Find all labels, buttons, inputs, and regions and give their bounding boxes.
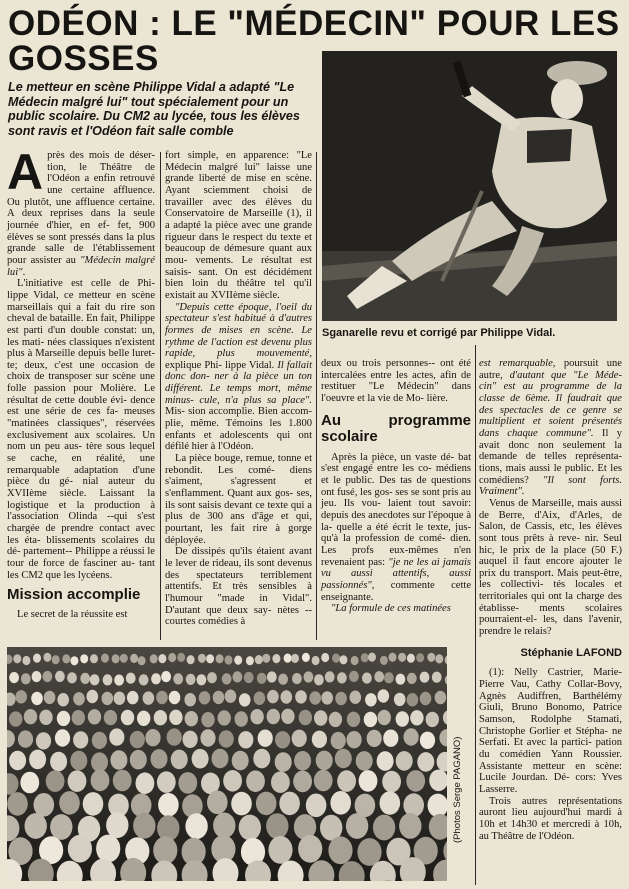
audience-face xyxy=(34,793,55,817)
audience-face xyxy=(256,792,277,816)
audience-face xyxy=(213,813,235,839)
audience-face xyxy=(43,653,51,662)
audience-face xyxy=(384,672,394,683)
audience-face xyxy=(373,815,395,841)
audience-face xyxy=(367,730,382,747)
audience-face xyxy=(314,674,324,685)
audience-face xyxy=(7,792,28,816)
audience-face xyxy=(380,791,401,815)
audience-face xyxy=(24,709,37,724)
text-run: Mis- sion accomplie. Bien accom- plie, même. Témoins les 1.800 enfants et adolescents qui ont défilé hier à l'Odéon. xyxy=(165,406,312,453)
audience-face xyxy=(167,728,182,745)
audience-face xyxy=(158,654,166,663)
audience-face xyxy=(432,672,442,683)
audience-face xyxy=(254,692,266,705)
audience-face xyxy=(199,691,211,704)
body-paragraph xyxy=(321,452,471,604)
audience-face xyxy=(184,693,196,706)
audience-face xyxy=(153,836,177,864)
text-run: . xyxy=(22,266,26,278)
audience-face xyxy=(340,655,348,664)
audience-face xyxy=(407,654,415,663)
audience-face xyxy=(57,711,70,726)
audience-face xyxy=(104,710,117,725)
audience-face xyxy=(15,690,27,703)
audience-face xyxy=(347,712,360,727)
author-signature: Stéphanie LAFOND xyxy=(520,646,622,659)
text-run: explique Phi- lippe Vidal. xyxy=(165,359,278,371)
audience-face xyxy=(70,656,78,665)
audience-face xyxy=(346,813,368,839)
audience-face xyxy=(225,690,237,703)
audience-face xyxy=(255,655,263,664)
footnote: (1): Nelly Castrier, Marie- Pierre Vau, Cathy Collar-Bovy, Agnès Audiffren, Barthélémy Giuli, Bruno Bonomo, Patrice Samson, Rodolphe Stamati, Christophe Gorlier et Stépha- ne Serfati. Et avec la partici- pation du comédien Yann Roussier. Assistante metteur en scène: Lucile Jourdan. Dé- cors: Yves Lasserre. xyxy=(479,667,622,795)
audience-face xyxy=(130,654,138,663)
audience-face xyxy=(136,772,155,794)
audience-face xyxy=(212,749,229,769)
article-column-2 xyxy=(165,150,312,628)
audience-face xyxy=(337,770,356,792)
article-column-3 xyxy=(321,358,471,615)
quote: "Il sont forts. Vraiment". xyxy=(479,474,622,498)
audience-face xyxy=(309,691,321,704)
audience-face xyxy=(225,655,233,664)
audience-face xyxy=(298,835,322,863)
audience-face xyxy=(357,838,381,866)
audience-face xyxy=(396,711,409,726)
audience-face xyxy=(157,771,176,793)
audience-face xyxy=(223,770,242,792)
audience-face xyxy=(368,653,376,662)
body-paragraph: Trois autres représentations auront lieu aujourd'hui mardi à 10h et 14h30 et mercredi à 10h, au Théâtre de l'Odéon. xyxy=(479,795,622,842)
audience-face xyxy=(337,672,347,683)
audience-face xyxy=(29,750,46,770)
audience-face xyxy=(151,673,161,684)
audience-face xyxy=(314,770,333,792)
audience-face xyxy=(420,732,435,749)
audience-face xyxy=(349,671,359,682)
body-paragraph: fort simple, en apparence: "Le Médecin malgré lui" laisse une grande liberté de mise en scène. Ayant sciemment choisi de travailler avec des élèves du Conservatoire de Marseille (1), il a adapté la pièce avec une grande rigueur dans le respect du texte et beaucoup de démesure quant aux mou- vements. Le résultat est saisis- sant. On est décidément bien loin du théâtre tel qu'il existait au XVIIème siècle. xyxy=(165,150,312,301)
audience-face xyxy=(377,751,394,771)
audience-face xyxy=(267,690,279,703)
photo-credit: (Photos Serge PAGANO) xyxy=(452,736,463,843)
audience-face xyxy=(351,656,359,665)
audience-face xyxy=(9,751,26,771)
audience-face xyxy=(50,814,72,840)
subhead-mission: Mission accomplie xyxy=(7,586,141,604)
audience-face xyxy=(43,671,53,682)
quote: "Depuis cette époque, l'oeil du spectateur s'est habitué à d'autres formes de mises en scène. Le rythme de l'action est devenu plus rapide, plus mouvementé, xyxy=(165,301,312,360)
audience-face xyxy=(90,674,100,685)
article-column-4 xyxy=(479,358,622,842)
audience-face xyxy=(114,692,126,705)
body-paragraph xyxy=(165,302,312,454)
audience-face xyxy=(101,654,109,663)
audience-face xyxy=(359,770,378,792)
audience-face xyxy=(112,654,120,663)
audience-face xyxy=(403,793,424,817)
audience-face xyxy=(50,752,67,772)
audience-face xyxy=(33,654,41,663)
text-run: près des mois de déser- tion, le Théâtre de l'Odéon a enfin retrouvé une certaine affluence. Ou plutôt, une affluence certaine. A deux reprises dans la seule journée d'hier, en ef- fet, 900 élèves se sont pressés dans la plus grande salle de l'établissement pour assister au xyxy=(7,150,155,266)
audience-face xyxy=(55,671,65,682)
audience-face xyxy=(335,749,352,769)
audience-face xyxy=(250,709,263,724)
audience-face xyxy=(356,751,373,771)
audience-face xyxy=(55,729,70,746)
audience-face xyxy=(88,709,101,724)
audience-face xyxy=(207,791,228,815)
audience-face xyxy=(278,674,288,685)
audience-face xyxy=(279,792,300,816)
audience-face xyxy=(80,654,88,663)
audience-face xyxy=(198,654,206,663)
standfirst: Le metteur en scène Philippe Vidal a adapté "Le Médecin malgré lui" tout spécialement pour un public scolaire. Du CM2 au lycée, tous les élèves sont ravis et l'Odéon fait salle comble xyxy=(8,80,300,138)
audience-face xyxy=(127,691,139,704)
audience-face xyxy=(18,730,33,747)
audience-face xyxy=(420,692,432,705)
body-paragraph: De dissipés qu'ils étaient avant le lever de rideau, ils sont devenus des spectateurs terriblement attentifs. Et très sensibles à l'humour "made in Vidal". D'autant que deux say- nètes --courtes comédies à xyxy=(165,546,312,628)
audience-face xyxy=(22,656,30,665)
audience-face xyxy=(158,793,179,817)
audience-face xyxy=(154,710,167,725)
audience-face xyxy=(103,674,113,685)
audience-face xyxy=(168,653,176,662)
audience-face xyxy=(246,656,254,665)
audience-face xyxy=(382,771,401,793)
audience-face xyxy=(281,690,293,703)
audience-face xyxy=(267,671,277,682)
audience-face xyxy=(410,710,423,725)
body-paragraph: Le secret de la réussite est xyxy=(17,609,128,621)
audience-face xyxy=(200,729,215,746)
audience-face xyxy=(110,750,127,770)
audience-face xyxy=(96,835,120,863)
audience-face xyxy=(321,691,333,704)
text-run: poursuit une autre, xyxy=(479,358,622,381)
audience-face xyxy=(62,654,70,663)
audience-face xyxy=(281,709,294,724)
text-run: commente cette enseignante. xyxy=(321,579,471,603)
audience-face xyxy=(331,732,346,749)
audience-face xyxy=(291,654,299,663)
audience-face xyxy=(72,710,85,725)
text-run: Il y avait donc non seulement la demande de telles représenta- tions, mais aussi le public. Et les comédiens? xyxy=(479,427,622,486)
audience-face xyxy=(365,693,377,706)
audience-face xyxy=(106,812,128,838)
column-rule xyxy=(160,152,161,640)
audience-face xyxy=(25,813,47,839)
audience-face xyxy=(380,656,388,665)
audience-face xyxy=(312,656,320,665)
audience-face xyxy=(143,691,155,704)
stage-photo xyxy=(322,51,617,321)
audience-face xyxy=(9,711,22,726)
audience-face xyxy=(266,813,288,839)
audience-face xyxy=(145,729,160,746)
audience-face xyxy=(57,693,69,706)
audience-face xyxy=(364,712,377,727)
audience-face xyxy=(161,671,171,682)
audience-face xyxy=(21,673,31,684)
audience-face xyxy=(253,749,270,769)
audience-face xyxy=(362,673,372,684)
column-rule xyxy=(316,152,317,640)
audience-face xyxy=(407,693,419,706)
audience-face xyxy=(399,813,421,839)
audience-face xyxy=(177,653,185,662)
audience-face xyxy=(426,712,439,727)
audience-face xyxy=(350,691,362,704)
audience-face xyxy=(133,813,155,839)
audience-face xyxy=(178,772,197,794)
audience-face xyxy=(130,750,147,770)
audience-face xyxy=(73,731,88,748)
audience-face xyxy=(378,710,391,725)
audience-face xyxy=(121,710,134,725)
audience-face xyxy=(92,732,107,749)
text-run: Après la pièce, un vaste dé- bat s'est engagé entre les co- médiens et le public. Des tas de questions ont fusé, les gos- ses se sont pris au jeu. Ils vou- laient tout savoir: depuis des anecdotes sur l'époque à la- quelle a été écrit le texte, jus- qu'à la profession de comé- dien. Les profs eux-mêmes n'en revenaient pas: xyxy=(321,451,471,568)
stage-photo-image xyxy=(322,51,617,321)
audience-face xyxy=(201,712,214,727)
audience-face xyxy=(80,673,90,684)
audience-face xyxy=(9,672,19,683)
audience-face xyxy=(316,751,333,771)
audience-face xyxy=(102,692,114,705)
audience-face xyxy=(20,772,39,794)
audience-face xyxy=(91,770,110,792)
audience-face xyxy=(396,751,413,771)
audience-face xyxy=(70,751,87,771)
audience-face xyxy=(39,710,52,725)
audience-face xyxy=(231,792,252,816)
audience-face xyxy=(90,654,98,663)
audience-face xyxy=(68,770,87,792)
audience-face xyxy=(295,690,307,703)
audience-face xyxy=(139,674,149,685)
audience-face xyxy=(218,710,231,725)
audience-face xyxy=(120,654,128,663)
body-paragraph xyxy=(479,358,622,498)
audience-face xyxy=(114,675,124,686)
audience-face xyxy=(417,752,434,772)
audience-face xyxy=(262,654,270,663)
audience-face xyxy=(420,672,430,683)
audience-face xyxy=(126,673,136,684)
quote: est remarquable, xyxy=(479,358,556,369)
audience-face xyxy=(187,655,195,664)
audience-face xyxy=(46,770,65,792)
audience-face xyxy=(185,711,198,726)
audience-face xyxy=(435,691,447,704)
audience-face xyxy=(404,728,419,745)
audience-face xyxy=(275,731,290,748)
audience-face xyxy=(275,752,292,772)
audience-face xyxy=(36,732,51,749)
audience-face xyxy=(347,731,362,748)
body-paragraph: deux ou trois personnes-- ont été intercalées entre les actes, afin de restituer "Le Médecin" dans l'oeuvre et la vie de Mo- lière. xyxy=(321,358,471,404)
audience-face xyxy=(233,671,243,682)
audience-face xyxy=(113,770,132,792)
audience-face xyxy=(183,731,198,748)
audience-face xyxy=(169,710,182,725)
audience-face xyxy=(294,751,311,771)
audience-face xyxy=(312,731,327,748)
audience-face xyxy=(207,672,217,683)
audience-face xyxy=(192,749,209,769)
subhead-programme: Au programme scolaire xyxy=(321,411,471,445)
quote: "La formule de ces matinées xyxy=(331,603,451,615)
audience-face xyxy=(328,836,352,864)
audience-face xyxy=(219,730,234,747)
audience-face xyxy=(407,673,417,684)
audience-face xyxy=(306,794,327,818)
audience-face xyxy=(150,654,158,663)
audience-face xyxy=(292,673,302,684)
audience-face xyxy=(68,835,92,863)
quote: Il fallait donc don- ner à la pièce un ton différent. Le temps mort, même minus- cule, n'a plus sa place". xyxy=(165,359,312,406)
audience-face xyxy=(87,690,99,703)
audience-face xyxy=(435,654,443,663)
audience-face xyxy=(361,653,369,662)
quote: d'autant que "Le Méde- cin" est au programme de la classe de 6ème. Il faudrait que des spectacles de ce genre se multiplient et soient présentés dans chaque commune". xyxy=(479,369,623,439)
audience-face xyxy=(234,656,242,665)
audience-face xyxy=(258,730,273,747)
audience-face xyxy=(272,654,280,663)
audience-face xyxy=(271,771,290,793)
audience-face xyxy=(130,731,145,748)
audience-face xyxy=(383,730,398,747)
audience-face xyxy=(185,813,207,839)
play-title: "Médecin malgré lui" xyxy=(7,254,155,278)
audience-face xyxy=(257,673,267,684)
audience-face xyxy=(398,653,406,662)
audience-face xyxy=(239,815,261,841)
audience-face xyxy=(292,730,307,747)
audience-face xyxy=(244,672,254,683)
audience-face xyxy=(239,693,251,706)
audience-face xyxy=(91,752,108,772)
article-column-1 xyxy=(7,144,155,621)
body-paragraph: Venus de Marseille, mais aussi de Berre, d'Aix, d'Arles, de Salon, de Cassis, etc, les élèves sont tous prêts à reve- nir. Seul hic, le prix de la place (50 F.) auquel il faut encore ajouter le prix du transport. Mais peut-être, les collectivi- tés locales et territoriales qui ont la charge des établisse- ments scolaires pourraient-el- les, dans l'avenir, prendre le relais? xyxy=(479,497,622,638)
audience-photo-image xyxy=(7,647,447,881)
body-paragraph: La pièce bouge, remue, tonne et rebondit. Les comé- diens s'aiment, s'agressent et s'enflamment. Quant aux gos- ses, ils sont saisis devant ce texte qui a plus de 300 ans d'âge et qui, pourtant, les fait rire à gorge déployée. xyxy=(165,453,312,546)
audience-face xyxy=(216,654,224,663)
audience-face xyxy=(73,692,85,705)
quote: "je ne les ai jamais vu aussi attentifs, aussi passionnés", xyxy=(321,556,472,591)
audience-face xyxy=(151,749,168,769)
audience-face xyxy=(330,791,351,815)
column-rule xyxy=(475,345,476,885)
body-paragraph xyxy=(321,603,471,615)
audience-face xyxy=(238,731,253,748)
audience-face xyxy=(427,653,435,662)
audience-face xyxy=(396,674,406,685)
drop-cap: A xyxy=(7,144,44,200)
audience-face xyxy=(137,711,150,726)
audience-face xyxy=(206,654,214,663)
audience-face xyxy=(335,692,347,705)
body-paragraph xyxy=(7,144,155,278)
body-paragraph: L'initiative est celle de Phi- lippe Vidal, ce metteur en scène marseillais qui a fait du rire son cheval de bataille. En fait, Philippe est parti d'un double constat: un, les mati- nées classiques n'existent plus à Marseille depuis belle luret- te; deux, c'est une occasion de choix de transposer sur scène une folle passion pour Molière. Le résultat de cette double évi- dence est une série de ces fa- meuses "matinées classiques", réservées exclusivement aux scolaires. Un nom un peu aus- tère sous lequel se cache, en réalité, une remarquable adaptation d'une pièce du gé- nial auteur du XVIIème siècle. Laissant la logistique et la production à l'association Olinda --qui s'est chargée de prendre contact avec les éta- blissements scolaires du dé- partement-- Philippe a réussi le tour de force de fasciner au- tant les CM2 que les lycéens. xyxy=(7,278,155,581)
audience-face xyxy=(304,671,314,682)
audience-face xyxy=(52,655,60,664)
audience-face xyxy=(222,673,232,684)
audience-face xyxy=(232,751,249,771)
audience-face xyxy=(293,771,312,793)
audience-face xyxy=(31,692,43,705)
audience-face xyxy=(156,691,168,704)
audience-face xyxy=(389,653,397,662)
audience-face xyxy=(329,712,342,727)
audience-face xyxy=(67,672,77,683)
audience-face xyxy=(394,693,406,706)
audience-face xyxy=(284,654,292,663)
audience-face xyxy=(13,654,21,663)
audience-photo xyxy=(7,647,447,881)
audience-face xyxy=(325,671,335,682)
audience-face xyxy=(83,792,104,816)
audience-face xyxy=(321,653,329,662)
audience-face xyxy=(332,654,340,663)
audience-face xyxy=(374,671,384,682)
photo-caption: Sganarelle revu et corrigé par Philippe Vidal. xyxy=(322,327,556,339)
audience-face xyxy=(378,689,390,702)
audience-face xyxy=(59,791,80,815)
audience-face xyxy=(267,709,280,724)
audience-face xyxy=(213,691,225,704)
audience-face xyxy=(44,691,56,704)
audience-face xyxy=(138,656,146,665)
audience-face xyxy=(299,710,312,725)
audience-face xyxy=(186,674,196,685)
audience-face xyxy=(32,671,42,682)
audience-face xyxy=(416,653,424,662)
audience-face xyxy=(246,770,265,792)
audience-face xyxy=(169,691,181,704)
headline: ODÉON : LE "MÉDECIN" POUR LES GOSSES xyxy=(8,4,620,78)
audience-face xyxy=(173,673,183,684)
audience-face xyxy=(302,653,310,662)
audience-face xyxy=(314,710,327,725)
audience-face xyxy=(406,770,425,792)
audience-face xyxy=(197,674,207,685)
audience-face xyxy=(235,711,248,726)
audience-face xyxy=(268,836,292,864)
audience-face xyxy=(109,728,124,745)
audience-face xyxy=(171,750,188,770)
